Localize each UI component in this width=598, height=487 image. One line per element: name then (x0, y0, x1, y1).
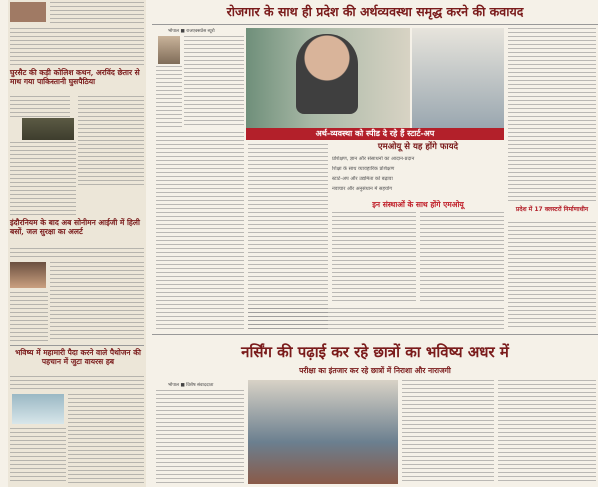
benefit-item: स्टार्ट-अप और उद्यमिता को बढ़ावा (332, 176, 393, 182)
left-story3-headline: भविष्य में महामारी पैदा करने वाले पैथोजन की पहचान में जुटा वायरस हब (15, 348, 141, 366)
minister-photo (246, 28, 410, 128)
main-byline: भोपाल ■ राजएक्सप्रेस ब्यूरो (168, 29, 215, 34)
benefits-subhead: एमओयू से यह होंगे फायदे (377, 142, 459, 152)
main-story-area (152, 0, 598, 487)
left-story2-headline: इंदौरनियम के बाद अब सोनीमन आईजी में हिली बसों, जल सुरक्षा का अलर्ट (10, 218, 140, 236)
benefit-item: प्रशिक्षण, ज्ञान और संसाधनों का आदान-प्रदान (332, 156, 415, 162)
mou-box-title: इन संस्थाओं के साथ होंगे एमओयू (372, 200, 464, 209)
fire-photo (10, 262, 46, 288)
benefits-list (332, 156, 504, 196)
lab-photo (12, 394, 64, 424)
workers-photo (412, 28, 504, 128)
main-headline: रोजगार के साथ ही प्रदेश की अर्थव्यवस्था समृद्ध करने की कवायद (226, 4, 524, 19)
classroom-photo (248, 380, 398, 484)
left-story1-headline: घुरसैट की कड़ी कोलिश कथन, अरविंद छेतार से माथ गया पाकिस्तानी घुसपैठिया (10, 68, 140, 86)
side-box-title: प्रदेश में 17 क्लस्टरों निर्माणाधीन (515, 206, 589, 213)
soldiers-photo (22, 118, 74, 140)
small-photo-top (10, 2, 46, 22)
second-headline: नर्सिंग की पढ़ाई कर रहे छात्रों का भविष्य अधर में (241, 343, 509, 361)
second-byline: भोपाल ■ विशेष संवाददाता (168, 383, 214, 388)
benefit-item: शिक्षा के साथ व्यावहारिक प्रशिक्षण (332, 166, 395, 172)
benefit-item: नवाचार और अनुसंधान में सहयोग (332, 186, 393, 192)
photo-banner: अर्थ-व्यवस्था को स्पीड दे रहे हैं स्टार्ट-अप (246, 128, 504, 140)
reporter-photo (158, 36, 180, 64)
left-news-column (8, 0, 146, 487)
second-subhead: परीक्षा का इंतजार कर रहे छात्रों में निराशा और नाराजगी (299, 366, 451, 375)
